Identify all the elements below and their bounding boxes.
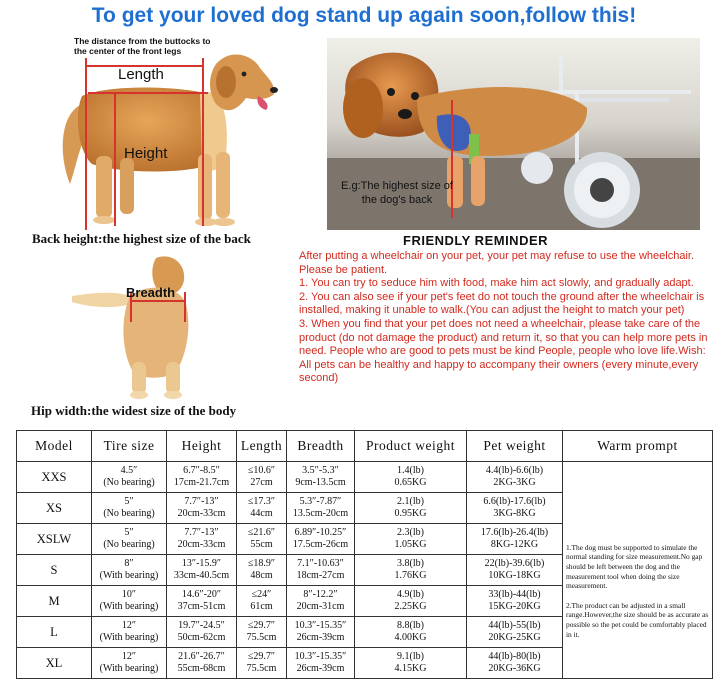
tire-cell: 12″ (With bearing) xyxy=(92,648,167,679)
height-measure-line xyxy=(114,92,116,226)
length-cell: ≤17.3″ 44cm xyxy=(237,493,287,524)
breadth-cell: 8″-12.2″ 20cm-31cm xyxy=(287,586,355,617)
tire-cell: 5″ (No bearing) xyxy=(92,493,167,524)
back-height-caption: Back height:the highest size of the back xyxy=(32,231,251,246)
breadth-cell: 6.89″-10.25″ 17.5cm-26cm xyxy=(287,524,355,555)
breadth-cell: 10.3″-15.35″ 26cm-39cm xyxy=(287,648,355,679)
length-cell: ≤10.6″ 27cm xyxy=(237,462,287,493)
breadth-measure-line xyxy=(130,300,186,302)
table-row xyxy=(17,462,713,493)
tire-cell: 4.5″ (No bearing) xyxy=(92,462,167,493)
product-weight-cell: 8.8(lb) 4.00KG xyxy=(355,617,467,648)
reminder-title: FRIENDLY REMINDER xyxy=(403,233,549,248)
length-left-tick xyxy=(85,58,87,230)
model-cell: M xyxy=(17,586,92,617)
wheelchair-photo xyxy=(327,38,700,230)
hip-width-caption: Hip width:the widest size of the body xyxy=(31,403,237,418)
model-cell: XXS xyxy=(17,462,92,493)
model-cell: L xyxy=(17,617,92,648)
header-tire-size: Tire size xyxy=(92,431,167,462)
measurement-note: The distance from the buttocks to the center of the front legs xyxy=(74,36,211,56)
pet-weight-cell: 44(lb)-80(lb) 20KG-36KG xyxy=(467,648,563,679)
height-cell: 6.7″-8.5″ 17cm-21.7cm xyxy=(167,462,237,493)
reminder-paragraph: After putting a wheelchair on your pet, your pet may refuse to use the wheelchair. Please be patient. xyxy=(299,250,695,276)
pet-weight-cell: 22(lb)-39.6(lb) 10KG-18KG xyxy=(467,555,563,586)
header-length: Length xyxy=(237,431,287,462)
header-breadth: Breadth xyxy=(287,431,355,462)
reminder-paragraph: 2. You can also see if your pet's feet do not touch the ground after the wheelchair is installed, making it unable to walk.(You can adjust the height to match your pet) xyxy=(299,290,705,317)
height-cell: 21.6″-26.7″ 55cm-68cm xyxy=(167,648,237,679)
breadth-dog-figure xyxy=(68,252,228,402)
tire-cell: 8″ (With bearing) xyxy=(92,555,167,586)
length-label: Length xyxy=(118,66,164,83)
wheelchair-annotation: E.g:The highest size of the dog's back xyxy=(341,180,453,206)
height-cell: 7.7″-13″ 20cm-33cm xyxy=(167,493,237,524)
reminder-paragraph: 1. You can try to seduce him with food, make him act slowly, and gradually adapt. xyxy=(299,277,694,290)
product-weight-cell: 9.1(lb) 4.15KG xyxy=(355,648,467,679)
warm-prompt-text: 2.The product can be adjusted in a small range.However,the size should be as accurate as possible so the pet could be comfortably placed in it. xyxy=(566,600,709,639)
tire-cell: 12″ (With bearing) xyxy=(92,617,167,648)
tire-cell: 10″ (With bearing) xyxy=(92,586,167,617)
model-cell: XS xyxy=(17,493,92,524)
length-cell: ≤18.9″ 48cm xyxy=(237,555,287,586)
length-right-tick xyxy=(202,58,204,226)
pet-weight-cell: 33(lb)-44(lb) 15KG-20KG xyxy=(467,586,563,617)
table-header-row xyxy=(17,431,713,462)
golden-retriever-rear-image xyxy=(68,252,228,402)
breadth-label: Breadth xyxy=(126,285,176,300)
height-cell: 7.7″-13″ 20cm-33cm xyxy=(167,524,237,555)
header-product-weight: Product weight xyxy=(355,431,467,462)
product-weight-cell: 2.1(lb) 0.95KG xyxy=(355,493,467,524)
length-cell: ≤21.6″ 55cm xyxy=(237,524,287,555)
height-cell: 13″-15.9″ 33cm-40.5cm xyxy=(167,555,237,586)
breadth-cell: 7.1″-10.63″ 18cm-27cm xyxy=(287,555,355,586)
page-headline: To get your loved dog stand up again soon,follow this! xyxy=(91,4,637,27)
product-weight-cell: 4.9(lb) 2.25KG xyxy=(355,586,467,617)
breadth-cell: 10.3″-15.35″ 26cm-39cm xyxy=(287,617,355,648)
header-model: Model xyxy=(17,431,92,462)
breadth-cell: 3.5″-5.3″ 9cm-13.5cm xyxy=(287,462,355,493)
back-top-line xyxy=(88,92,208,94)
pet-weight-cell: 44(lb)-55(lb) 20KG-25KG xyxy=(467,617,563,648)
model-cell: XSLW xyxy=(17,524,92,555)
header-height: Height xyxy=(167,431,237,462)
product-weight-cell: 1.4(lb) 0.65KG xyxy=(355,462,467,493)
height-cell: 14.6″-20″ 37cm-51cm xyxy=(167,586,237,617)
reminder-text xyxy=(299,250,719,386)
model-cell: S xyxy=(17,555,92,586)
tire-cell: 5″ (No bearing) xyxy=(92,524,167,555)
measure-dog-figure xyxy=(30,34,290,230)
pet-weight-cell: 6.6(lb)-17.6(lb) 3KG-8KG xyxy=(467,493,563,524)
breadth-cell: 5.3″-7.87″ 13.5cm-20cm xyxy=(287,493,355,524)
reminder-paragraph: 3. When you find that your pet does not need a wheelchair, please take care of the product (do not damage the product) and return it, so that you can help more pets in need. People who are good to pets must be kind People, people who love life.Wish: All pets can be healthy and happy to accompany their owners (every minute,every second) xyxy=(299,317,708,385)
product-weight-cell: 2.3(lb) 1.05KG xyxy=(355,524,467,555)
breadth-right-tick xyxy=(184,292,186,322)
pet-weight-cell: 17.6(lb)-26.4(lb) 8KG-12KG xyxy=(467,524,563,555)
height-cell: 19.7″-24.5″ 50cm-62cm xyxy=(167,617,237,648)
warm-prompt-cell xyxy=(563,462,713,679)
length-cell: ≤24″ 61cm xyxy=(237,586,287,617)
model-cell: XL xyxy=(17,648,92,679)
golden-retriever-side-image xyxy=(30,34,290,230)
height-label: Height xyxy=(124,145,168,162)
warm-prompt-text: 1.The dog must be supported to simulate the normal standing for size measurement.No gap should be left between the dog and the measurement tool when doing the size measurement. xyxy=(566,542,703,591)
length-cell: ≤29.7″ 75.5cm xyxy=(237,648,287,679)
product-weight-cell: 3.8(lb) 1.76KG xyxy=(355,555,467,586)
pet-weight-cell: 4.4(lb)-6.6(lb) 2KG-3KG xyxy=(467,462,563,493)
header-warm-prompt: Warm prompt xyxy=(563,431,713,462)
size-table xyxy=(16,430,713,679)
length-cell: ≤29.7″ 75.5cm xyxy=(237,617,287,648)
header-pet-weight: Pet weight xyxy=(467,431,563,462)
